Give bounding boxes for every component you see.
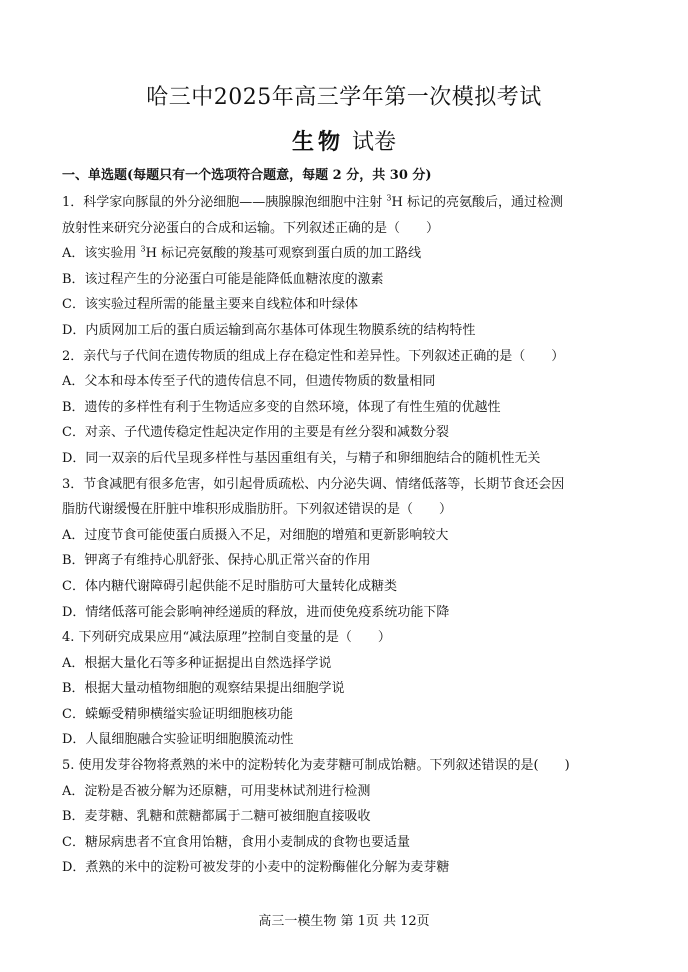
- question-4-option-d: D．人鼠细胞融合实验证明细胞膜流动性: [62, 732, 294, 748]
- question-1-option-a: [62, 241, 634, 267]
- question-1-option-b: B．该过程产生的分泌蛋白可能是能降低血糖浓度的激素: [62, 271, 384, 287]
- question-4-option-b: B．根据大量动植物细胞的观察结果提出细胞学说: [62, 681, 345, 697]
- question-4-option-c: C．蝾螈受精卵横缢实验证明细胞核功能: [62, 706, 293, 722]
- question-4-stem: 4. 下列研究成果应用“减法原理”控制自变量的是（ ）: [62, 630, 391, 646]
- question-5-stem: 5. 使用发芽谷物将煮熟的米中的淀粉转化为麦芽糖可制成饴糖。下列叙述错误的是( ): [62, 758, 570, 774]
- question-3-stem-line2: 脂肪代谢缓慢在肝脏中堆积形成脂肪肝。下列叙述错误的是（ ）: [62, 502, 453, 518]
- question-3-stem: 3．节食减肥有很多危害，如引起骨质疏松、内分泌失调、情绪低落等，长期节食还会因: [62, 476, 565, 492]
- question-3-option-a: A．过度节食可能使蛋白质摄入不足，对细胞的增殖和更新影响较大: [62, 527, 449, 543]
- question-1-stem: [62, 190, 634, 216]
- page-footer: 高三一模生物 第 1页 共 12页: [258, 914, 430, 929]
- section-heading: 一、单选题(每题只有一个选项符合题意，每题 2 分，共 30 分): [62, 168, 432, 183]
- question-5-option-c: C．糖尿病患者不宜食用饴糖，食用小麦制成的食物也要适量: [62, 834, 410, 850]
- question-1-option-c: C．该实验过程所需的能量主要来自线粒体和叶绿体: [62, 297, 358, 313]
- question-1-stem-text-cont: H 标记的亮氨酸后，通过检测: [391, 195, 563, 210]
- question-4-option-a: A．根据大量化石等多种证据提出自然选择学说: [62, 655, 332, 671]
- question-1-stem-line2: 放射性来研究分泌蛋白的合成和运输。下列叙述正确的是（ ）: [62, 220, 440, 236]
- question-2-option-d: D．同一双亲的后代呈现多样性与基因重组有关，与精子和卵细胞结合的随机性无关: [62, 450, 541, 466]
- subject-name: 生物: [291, 129, 344, 155]
- question-2-option-a: A．父本和母本传至子代的遗传信息不同，但遗传物质的数量相同: [62, 374, 436, 390]
- question-2-stem: 2．亲代与子代间在遗传物质的组成上存在稳定性和差异性。下列叙述正确的是（ ）: [62, 348, 565, 364]
- question-5-option-a: A．淀粉是否被分解为还原糖，可用斐林试剂进行检测: [62, 783, 371, 799]
- option-a-text-cont: H 标记亮氨酸的羧基可观察到蛋白质的加工路线: [145, 246, 422, 262]
- question-3-option-c: C．体内糖代谢障碍引起供能不足时脂肪可大量转化成糖类: [62, 578, 397, 594]
- paper-label: 试卷: [352, 130, 397, 155]
- exam-title: 哈三中2025年高三学年第一次模拟考试: [146, 85, 542, 110]
- question-5-option-d: D．煮熟的米中的淀粉可被发芽的小麦中的淀粉酶催化分解为麦芽糖: [62, 860, 450, 876]
- question-list: [62, 190, 634, 881]
- exam-subtitle: [0, 125, 688, 156]
- question-3-option-b: B．钾离子有维持心肌舒张、保持心肌正常兴奋的作用: [62, 553, 371, 569]
- question-1-stem-text: 1．科学家向豚鼠的外分泌细胞——胰腺腺泡细胞中注射: [62, 195, 387, 210]
- superscript-3: 3: [140, 244, 146, 254]
- question-2-option-c: C．对亲、子代遗传稳定性起决定作用的主要是有丝分裂和减数分裂: [62, 425, 449, 441]
- question-2-option-b: B．遗传的多样性有利于生物适应多变的自然环境，体现了有性生殖的优越性: [62, 399, 501, 415]
- question-1-option-d: D．内质网加工后的蛋白质运输到高尔基体可体现生物膜系统的结构特性: [62, 322, 476, 338]
- superscript-3: 3: [386, 193, 392, 203]
- question-3-option-d: D．情绪低落可能会影响神经递质的释放，进而使免疫系统功能下降: [62, 604, 450, 620]
- question-5-option-b: B．麦芽糖、乳糖和蔗糖都属于二糖可被细胞直接吸收: [62, 809, 371, 825]
- option-a-text: A．该实验用: [62, 246, 141, 262]
